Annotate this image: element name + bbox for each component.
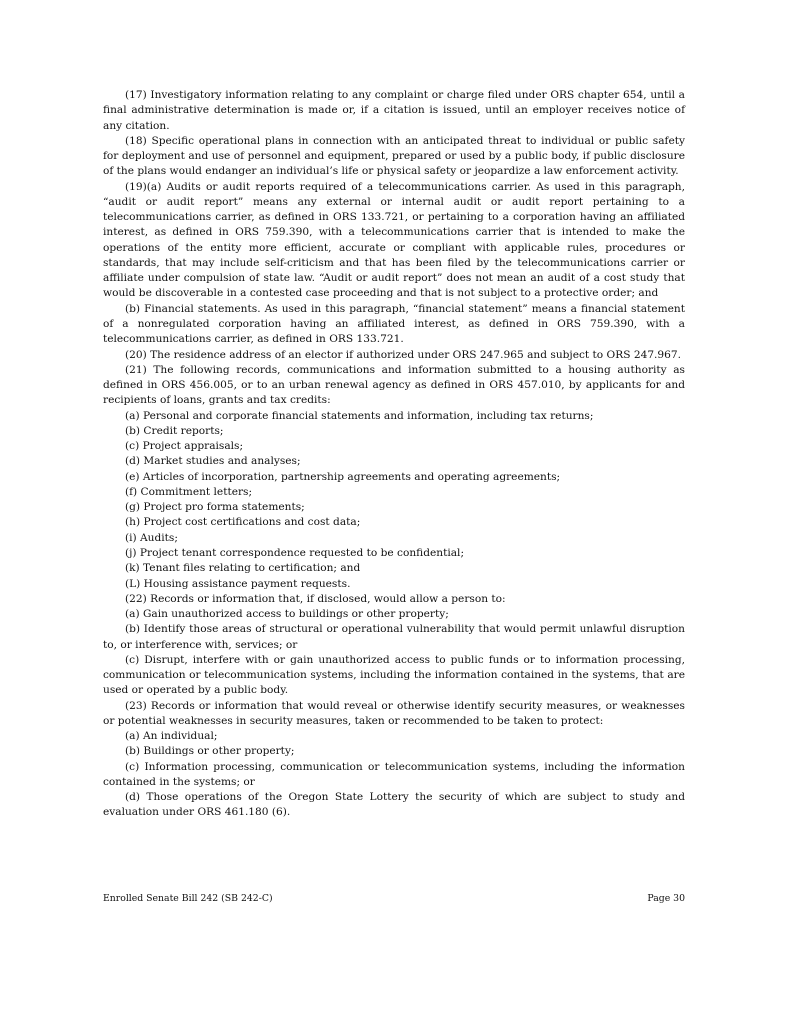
paragraph-21e: (e) Articles of incorporation, partnership agreements and operating agreements; [125,470,561,483]
paragraph-21L: (L) Housing assistance payment requests. [125,577,351,590]
page-number: Page 30 [647,893,685,904]
paragraph-21g: (g) Project pro forma statements; [125,501,305,514]
paragraph-21b: (b) Credit reports; [125,424,224,437]
paragraph-21k: (k) Tenant files relating to certification; and [125,562,361,575]
paragraph-19a: (19)(a) Audits or audit reports required of a telecommunications carrier. As used in this paragraph, “audit or audit report” means any external or internal audit or audit report pertaining to a telecommunications carrier, as defined in ORS 133.721, or pertaining to a corporation having an affiliated interest, as defined in ORS 759.390, with a telecommunications carrier that is intended to make the operations of the entity more efficient, accurate or compliant with applicable rules, procedures or standards, that may include self-criticism and that has been filed by the telecommunications carrier or affiliate under compulsion of state law. “Audit or audit report” does not mean an audit of a cost study that would be discoverable in a contested case proceeding and that is not subject to a protective order; and [103,180,685,300]
paragraph-21h: (h) Project cost certifications and cost data; [125,516,361,529]
paragraph-20: (20) The residence address of an elector if authorized under ORS 247.965 and subject to ORS 247.967. [125,348,682,361]
paragraph-22c: (c) Disrupt, interfere with or gain unauthorized access to public funds or to information processing, communication or telecommunication systems, including the information contained in the systems, that are used or operated by a public body. [103,653,685,697]
paragraph-18: (18) Specific operational plans in connection with an anticipated threat to individual or public safety for deployment and use of personnel and equipment, prepared or used by a public body, if public disclosure of the plans would endanger an individual’s life or physical safety or jeopardize a law enforcement activity. [103,134,685,178]
paragraph-23d: (d) Those operations of the Oregon State Lottery the security of which are subject to study and evaluation under ORS 461.180 (6). [103,791,685,819]
paragraph-21c: (c) Project appraisals; [125,440,244,453]
paragraph-22: (22) Records or information that, if disclosed, would allow a person to: [125,592,506,605]
paragraph-21f: (f) Commitment letters; [125,485,253,498]
paragraph-23a: (a) An individual; [125,730,218,743]
paragraph-23b: (b) Buildings or other property; [125,745,295,758]
paragraph-23: (23) Records or information that would reveal or otherwise identify security measures, or weaknesses or potential weaknesses in security measures, taken or recommended to be taken to protect: [103,699,685,727]
paragraph-22a: (a) Gain unauthorized access to buildings or other property; [125,608,449,621]
document-body [103,88,685,821]
paragraph-21j: (j) Project tenant correspondence requested to be confidential; [125,546,465,559]
bill-identifier: Enrolled Senate Bill 242 (SB 242-C) [103,893,273,904]
paragraph-21d: (d) Market studies and analyses; [125,455,301,468]
paragraph-21: (21) The following records, communications and information submitted to a housing authority as defined in ORS 456.005, or to an urban renewal agency as defined in ORS 457.010, by applicants for and recipients of loans, grants and tax credits: [103,363,685,407]
paragraph-21i: (i) Audits; [125,531,178,544]
paragraph-21a: (a) Personal and corporate financial statements and information, including tax returns; [125,409,594,422]
paragraph-19b: (b) Financial statements. As used in this paragraph, “financial statement” means a financial statement of a nonregulated corporation having an affiliated interest, as defined in ORS 759.390, with a telecommunications carrier, as defined in ORS 133.721. [103,302,685,346]
paragraph-22b: (b) Identify those areas of structural or operational vulnerability that would permit unlawful disruption to, or interference with, services; or [103,623,685,651]
page-footer [103,893,685,905]
paragraph-17: (17) Investigatory information relating to any complaint or charge filed under ORS chapter 654, until a final administrative determination is made or, if a citation is issued, until an employer receives notice of any citation. [103,89,685,132]
paragraph-23c: (c) Information processing, communication or telecommunication systems, including the information contained in the systems; or [103,760,685,788]
